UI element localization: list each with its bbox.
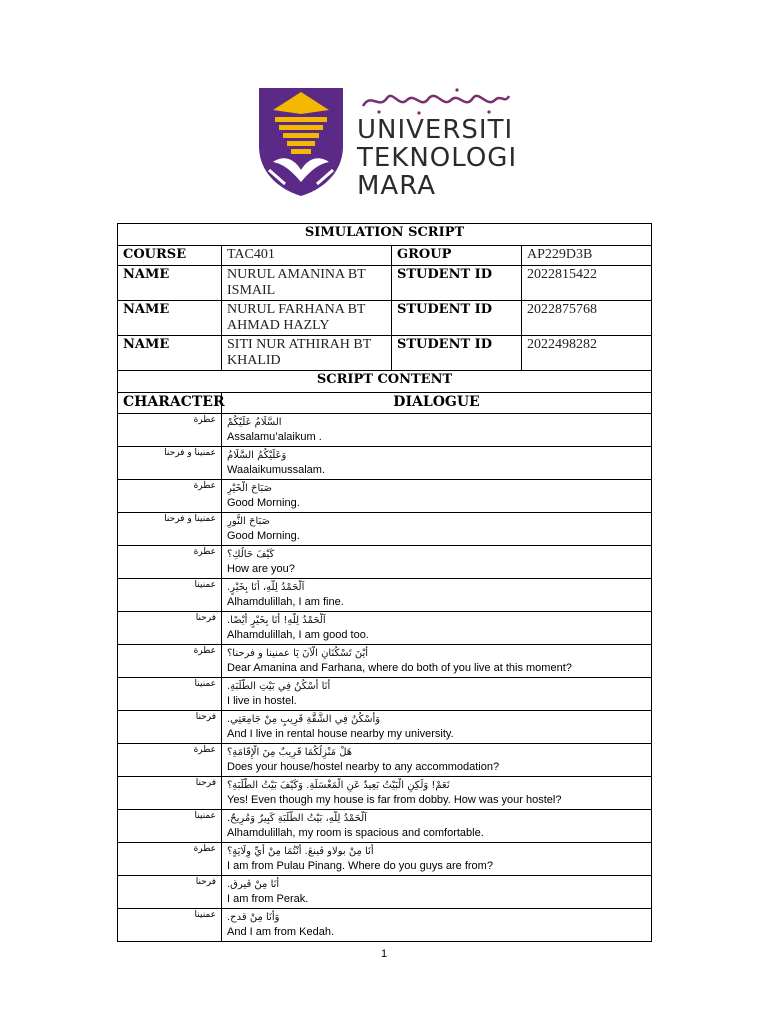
character-name: فرحنا	[118, 876, 222, 909]
dialogue-row	[118, 546, 652, 579]
dialogue-cell	[222, 645, 652, 678]
character-name: عمنينا و فرحنا	[118, 447, 222, 480]
dialogue-cell	[222, 843, 652, 876]
dialogue-cell	[222, 876, 652, 909]
course-row	[118, 246, 652, 266]
character-name: عمنينا	[118, 678, 222, 711]
character-name: عطرة	[118, 843, 222, 876]
dialogue-row	[118, 678, 652, 711]
dialogue-cell	[222, 810, 652, 843]
member-name: SITI NUR ATHIRAH BT KHALID	[222, 336, 392, 371]
arabic-line: اَلْحَمْدُ لِلَّهِ! أَنَا بِخَيْرٍ أَيْضًا.	[227, 615, 326, 626]
arabic-line: أَنَا مِنْ ڤيرق.	[227, 879, 280, 890]
name-label: NAME	[118, 336, 222, 371]
student-id: 2022815422	[522, 266, 652, 301]
dialogue-row	[118, 414, 652, 447]
dialogue-row	[118, 711, 652, 744]
arabic-line: هَلْ مَنْزِلُكُمَا قَرِيبٌ مِنَ الْإِقَامَةِ؟	[227, 747, 353, 758]
student-id: 2022875768	[522, 301, 652, 336]
dialogue-row	[118, 612, 652, 645]
page-number: 1	[380, 948, 388, 960]
character-name: عمنينا و فرحنا	[118, 513, 222, 546]
arabic-line: اَلْحَمْدُ لِلَّهِ، أَنَا بِخَيْرٍ.	[227, 582, 305, 593]
dialogue-cell	[222, 909, 652, 942]
character-name: عمنينا	[118, 810, 222, 843]
character-name: عطرة	[118, 414, 222, 447]
character-name: عطرة	[118, 645, 222, 678]
student-id: 2022498282	[522, 336, 652, 371]
character-name: عمنينا	[118, 909, 222, 942]
english-line: Waalaikumussalam.	[227, 464, 326, 476]
arabic-line: صَبَاحَ النُّورِ	[227, 516, 271, 527]
dialogue-header: DIALOGUE	[222, 393, 652, 414]
english-line: I live in hostel.	[227, 695, 297, 707]
university-logo	[255, 84, 517, 200]
logo-jawi-text	[359, 86, 511, 116]
table-title: SIMULATION SCRIPT	[118, 224, 652, 246]
arabic-line: صَبَاحَ الْخَيْرِ	[227, 483, 273, 494]
student-id-label: STUDENT ID	[392, 266, 522, 301]
english-line: Dear Amanina and Farhana, where do both of you live at this moment?	[227, 662, 572, 674]
character-name: عطرة	[118, 546, 222, 579]
english-line: Yes! Even though my house is far from dobby. How was your hostel?	[227, 794, 562, 806]
dialogue-cell	[222, 414, 652, 447]
logo-text-universiti: UNIVERSITI	[357, 115, 514, 145]
english-line: And I am from Kedah.	[227, 926, 334, 938]
student-id-label: STUDENT ID	[392, 336, 522, 371]
name-label: NAME	[118, 266, 222, 301]
dialogue-row	[118, 843, 652, 876]
group-label: GROUP	[392, 246, 522, 266]
arabic-line: وَأَنَا مِنْ قدح.	[227, 912, 280, 923]
dialogue-cell	[222, 579, 652, 612]
dialogue-cell	[222, 744, 652, 777]
english-line: Alhamdulillah, I am fine.	[227, 596, 344, 608]
group-value: AP229D3B	[522, 246, 652, 266]
script-content-row	[118, 371, 652, 393]
english-line: I am from Pulau Pinang. Where do you guys are from?	[227, 860, 493, 872]
english-line: Does your house/hostel nearby to any accommodation?	[227, 761, 500, 773]
member-name: NURUL AMANINA BT ISMAIL	[222, 266, 392, 301]
english-line: Alhamdulillah, I am good too.	[227, 629, 369, 641]
dialogue-header-row	[118, 393, 652, 414]
member-row	[118, 336, 652, 371]
table-title-row	[118, 224, 652, 246]
dialogue-cell	[222, 513, 652, 546]
arabic-line: وَعَلَيْكُمُ السَّلَامُ	[227, 450, 287, 461]
character-name: فرحنا	[118, 612, 222, 645]
dialogue-row	[118, 645, 652, 678]
english-line: Assalamu’alaikum .	[227, 431, 322, 443]
logo-text-mara: MARA	[357, 171, 437, 201]
english-line: Good Morning.	[227, 497, 300, 509]
character-name: عطرة	[118, 480, 222, 513]
member-row	[118, 266, 652, 301]
arabic-line: وَأَسْكُنُ فِي الشُّقَّةِ قَرِيبٍ مِنْ جَامِعَتِي.	[227, 714, 381, 725]
english-line: And I live in rental house nearby my university.	[227, 728, 454, 740]
english-line: Good Morning.	[227, 530, 300, 542]
dialogue-row	[118, 777, 652, 810]
dialogue-cell	[222, 612, 652, 645]
course-value: TAC401	[222, 246, 392, 266]
english-line: Alhamdulillah, my room is spacious and comfortable.	[227, 827, 484, 839]
english-line: I am from Perak.	[227, 893, 309, 905]
dialogue-row	[118, 579, 652, 612]
english-line: How are you?	[227, 563, 295, 575]
dialogue-row	[118, 744, 652, 777]
member-name: NURUL FARHANA BT AHMAD HAZLY	[222, 301, 392, 336]
arabic-line: أَنَا مِنْ بولاو ڤينڠ. أَنْتُمَا مِنْ أَيِّ وِلَايَةٍ؟	[227, 846, 374, 857]
dialogue-row	[118, 909, 652, 942]
arabic-line: أَنَا أَسْكُنُ فِي بَيْتِ الطَّلَبَةِ.	[227, 681, 331, 692]
student-id-label: STUDENT ID	[392, 301, 522, 336]
uitm-emblem-icon	[255, 84, 347, 197]
character-name: عمنينا	[118, 579, 222, 612]
character-name: عطرة	[118, 744, 222, 777]
dialogue-cell	[222, 678, 652, 711]
arabic-line: أَيْنَ تَسْكُنَانِ الْآنَ يَا عمنينا و فرحنا؟	[227, 648, 369, 659]
dialogue-cell	[222, 777, 652, 810]
arabic-line: السَّلَامُ عَلَيْكُمْ	[227, 417, 282, 428]
arabic-line: نَعَمْ! وَلَكِنِ الْبَيْتُ بَعِيدٌ عَنِ الْمَغْسَلَةِ. وَكَيْفَ بَيْتُ الطَّلَبَةِ؟	[227, 780, 450, 791]
dialogue-cell	[222, 447, 652, 480]
dialogue-row	[118, 810, 652, 843]
member-row	[118, 301, 652, 336]
script-content-title: SCRIPT CONTENT	[118, 371, 652, 393]
character-name: فرحنا	[118, 711, 222, 744]
dialogue-row	[118, 876, 652, 909]
course-label: COURSE	[118, 246, 222, 266]
dialogue-list	[118, 414, 652, 942]
character-name: فرحنا	[118, 777, 222, 810]
name-label: NAME	[118, 301, 222, 336]
dialogue-cell	[222, 546, 652, 579]
dialogue-cell	[222, 711, 652, 744]
dialogue-row	[118, 447, 652, 480]
character-header: CHARACTER	[118, 393, 222, 414]
logo-text-teknologi: TEKNOLOGI	[357, 143, 518, 173]
dialogue-row	[118, 480, 652, 513]
dialogue-cell	[222, 480, 652, 513]
arabic-line: اَلْحَمْدُ لِلَّهِ، بَيْتُ الطَّلَبَةِ كَبِيرٌ وَمُرِيحٌ.	[227, 813, 367, 824]
dialogue-row	[118, 513, 652, 546]
arabic-line: كَيْفَ حَالُكِ؟	[227, 549, 275, 560]
simulation-script-table	[117, 223, 652, 942]
